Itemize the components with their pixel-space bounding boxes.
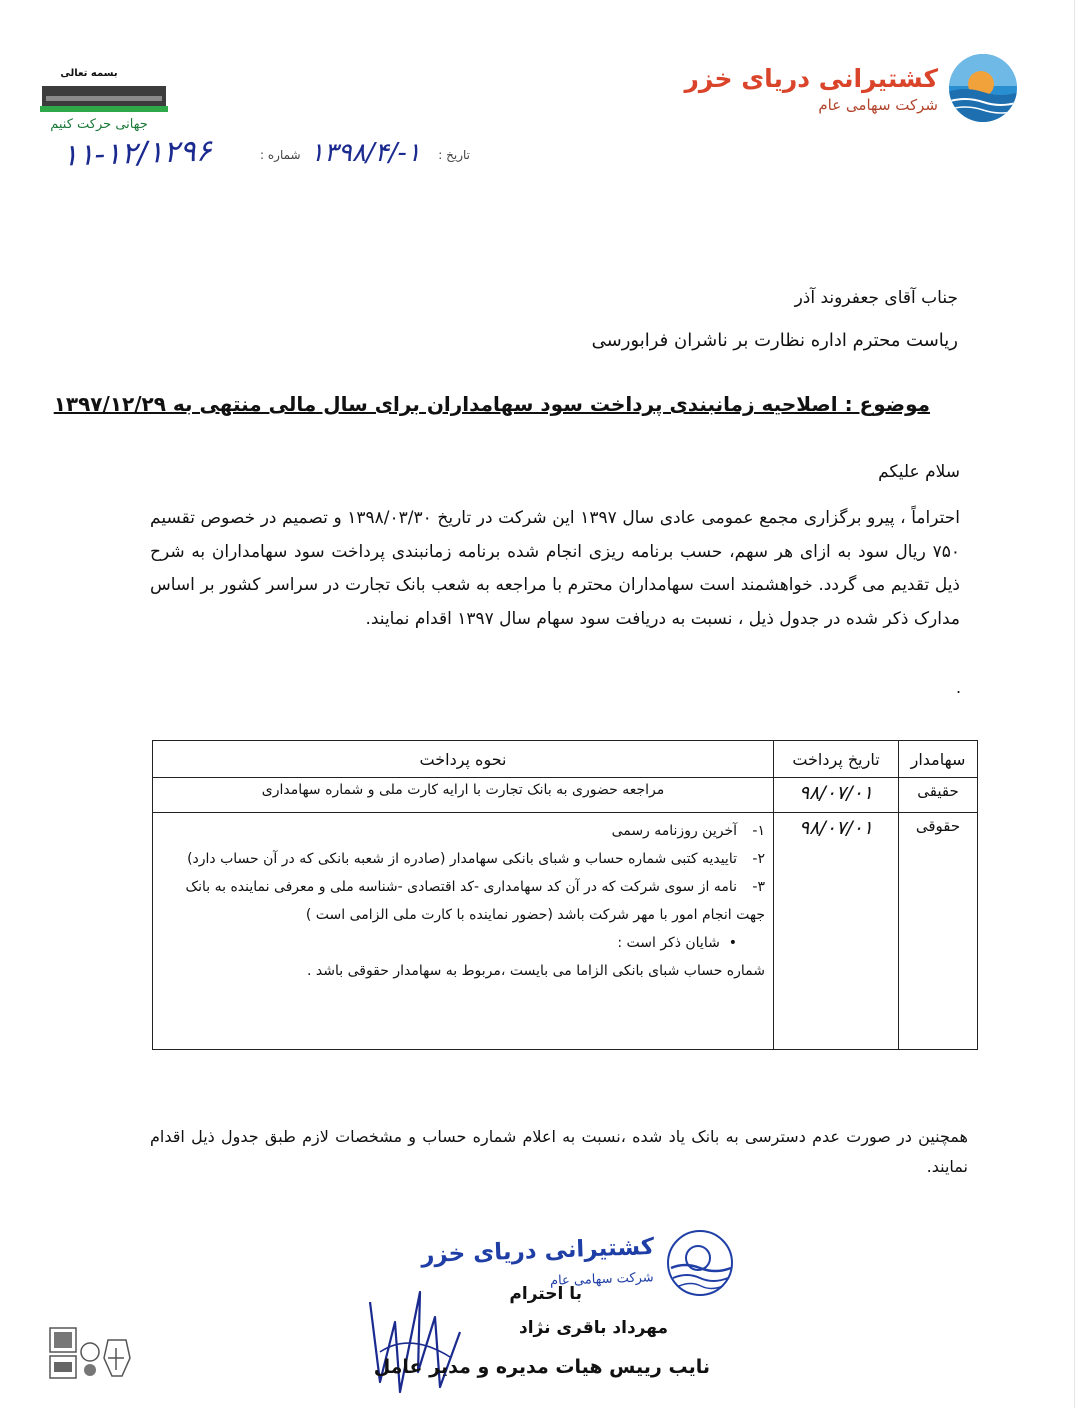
legal-requirements-list — [161, 817, 765, 985]
stray-dot: . — [956, 678, 962, 697]
cell-date-legal: ۹۸/۰۷/۰۱ — [774, 813, 899, 1050]
stamp-company-subtitle: شرکت سهامی عام — [550, 1270, 655, 1289]
left-company-name: جهانی حرکت کنیم — [50, 117, 148, 132]
table-row — [153, 813, 978, 1050]
cell-holder-real: حقیقی — [899, 778, 978, 813]
note-title-text: شایان ذکر است : — [617, 935, 720, 951]
number-label: : شماره — [260, 148, 301, 162]
item-text: نامه از سوی شرکت که در آن کد سهامداری -کد اقتصادی -شناسه ملی و معرفی نماینده به بانک جهت انجام امور با مهر شرکت باشد (حضور نماینده با کارت ملی الزامی است ) — [185, 879, 765, 923]
body-paragraph: احتراماً ، پیرو برگزاری مجمع عمومی عادی سال ۱۳۹۷ این شرکت در تاریخ ۱۳۹۸/۰۳/۳۰ و تصمیم در خصوص تقسیم ۷۵۰ ریال سود به ازای هر سهم، حسب برنامه ریزی انجام شده برنامه زمانبندی پرداخت سود سهامداران به شرح ذیل تقدیم می گردد. خواهشمند است سهامداران محترم با مراجعه به شعب بانک تجارت در سراسر کشور بر اساس مدارک ذکر شده در جدول ذیل ، نسبت به دریافت سود سهام سال ۱۳۹۷ اقدام نمایند. — [150, 508, 961, 629]
addressee-title: ریاست محترم اداره نظارت بر ناشران فرابورسی — [591, 330, 958, 351]
cell-method-legal — [153, 813, 774, 1050]
handwritten-letter-number: ۱۱-۱۲/۱۲۹۶ — [61, 133, 213, 174]
payment-schedule-table — [152, 740, 978, 1050]
stamp-company-name: کشتیرانی دریای خزر — [420, 1233, 655, 1269]
table-header-row — [153, 741, 978, 778]
addressee-name: جناب آقای جعفروند آذر — [794, 288, 958, 308]
bullet-icon: • — [728, 935, 737, 951]
list-item — [161, 845, 765, 873]
item-number: ۳- — [752, 879, 765, 895]
cell-holder-legal: حقوقی — [899, 813, 978, 1050]
note-title — [161, 929, 765, 957]
item-number: ۱- — [752, 823, 765, 839]
greeting: سلام علیکم — [878, 462, 960, 482]
header-shareholder: سهامدار — [899, 741, 978, 778]
regards-text: با احترام — [509, 1284, 582, 1304]
certification-marks-icon — [44, 1318, 144, 1390]
date-number-row — [250, 138, 470, 174]
page-edge-line — [1074, 0, 1075, 1408]
note-text: شماره حساب شبای بانکی الزاما می بایست ،مربوط به سهامدار حقوقی باشد . — [306, 963, 765, 979]
closing-paragraph: همچنین در صورت عدم دسترسی به بانک یاد شده ،نسبت به اعلام شماره حساب و مشخصات لازم طبق جدول ذیل اقدام نمایند. — [150, 1127, 968, 1176]
item-text: تاییدیه کتبی شماره حساب و شبای بانکی سهامدار (صادره از شعبه بانکی که در آن حساب دارد) — [187, 851, 737, 867]
stamp-logo-icon — [665, 1228, 735, 1298]
date-label: تاریخ : — [438, 148, 470, 162]
header-payment-date: تاریخ پرداخت — [774, 741, 899, 778]
item-text: آخرین روزنامه رسمی — [611, 823, 737, 839]
signer-title: نایب رییس هیات مدیره و مدیر عامل — [373, 1356, 710, 1378]
item-number: ۲- — [752, 851, 765, 867]
list-item — [161, 873, 765, 929]
signature-scribble — [340, 1262, 500, 1402]
company-logo-icon — [947, 52, 1019, 124]
list-item — [161, 817, 765, 845]
company-subtitle: شرکت سهامی عام — [818, 96, 938, 114]
signer-name: مهرداد باقری نژاد — [519, 1318, 668, 1338]
cell-method-real: مراجعه حضوری به بانک تجارت با ارایه کارت ملی و شماره سهامداری — [153, 778, 774, 813]
letter-subject: موضوع : اصلاحیه زمانبندی پرداخت سود سهامداران برای سال مالی منتهی به ۱۳۹۷/۱۲/۲۹ — [53, 392, 930, 416]
redacted-logo — [40, 82, 168, 114]
date-value: ۱۳۹۸/۴/-۱ — [310, 138, 421, 168]
bismillah-header: بسمه تعالی — [60, 68, 118, 79]
table-row — [153, 778, 978, 813]
company-name: کشتیرانی دریای خزر — [684, 64, 938, 93]
cell-date-real: ۹۸/۰۷/۰۱ — [774, 778, 899, 813]
header-payment-method: نحوه پرداخت — [153, 741, 774, 778]
